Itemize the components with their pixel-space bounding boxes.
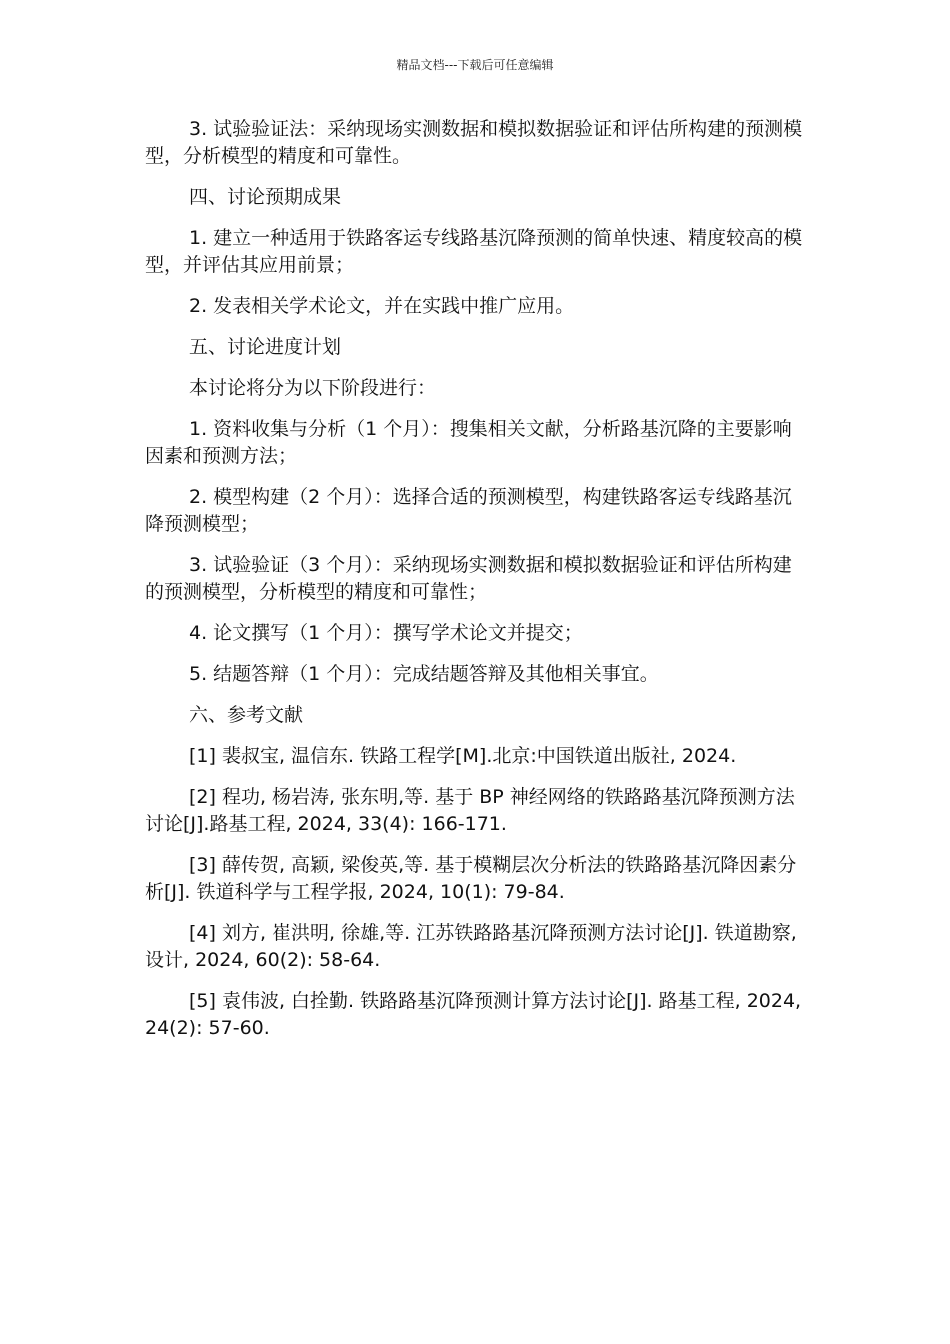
reference-2: [2] 程功, 杨岩涛, 张东明,等. 基于 BP 神经网络的铁路路基沉降预测方法讨论[J].路基工程, 2024, 33(4): 166-171. — [145, 786, 795, 835]
reference-1: [1] 裴叔宝, 温信东. 铁路工程学[M].北京:中国铁道出版社, 2024. — [189, 745, 737, 767]
schedule-stage-1: 1. 资料收集与分析（1 个月）：搜集相关文献，分析路基沉降的主要影响因素和预测方法； — [145, 418, 792, 467]
schedule-stage-4: 4. 论文撰写（1 个月）：撰写学术论文并提交； — [189, 622, 583, 644]
page-header: 精品文档---下载后可任意编辑 — [396, 58, 554, 72]
expected-result-1: 1. 建立一种适用于铁路客运专线路基沉降预测的简单快速、精度较高的模型，并评估其应用前景； — [145, 227, 803, 276]
schedule-stage-2: 2. 模型构建（2 个月）：选择合适的预测模型，构建铁路客运专线路基沉降预测模型； — [145, 486, 792, 535]
reference-5: [5] 袁伟波, 白拴勤. 铁路路基沉降预测计算方法讨论[J]. 路基工程, 2024, 24(2): 57-60. — [145, 990, 802, 1039]
section-heading-references: 六、参考文献 — [189, 704, 304, 726]
section-heading-schedule: 五、讨论进度计划 — [189, 336, 342, 358]
schedule-intro: 本讨论将分为以下阶段进行： — [189, 377, 437, 399]
reference-3: [3] 薛传贺, 高颖, 梁俊英,等. 基于模糊层次分析法的铁路路基沉降因素分析[J]. 铁道科学与工程学报, 2024, 10(1): 79-84. — [145, 854, 797, 903]
section-heading-expected-results: 四、讨论预期成果 — [189, 186, 342, 208]
reference-4: [4] 刘方, 崔洪明, 徐雄,等. 江苏铁路路基沉降预测方法讨论[J]. 铁道勘察, 设计, 2024, 60(2): 58-64. — [145, 922, 797, 971]
expected-result-2: 2. 发表相关学术论文，并在实践中推广应用。 — [189, 295, 575, 317]
schedule-stage-5: 5. 结题答辩（1 个月）：完成结题答辩及其他相关事宜。 — [189, 663, 659, 685]
document-body — [145, 116, 808, 1056]
method-item-3: 3. 试验验证法：采纳现场实测数据和模拟数据验证和评估所构建的预测模型，分析模型的精度和可靠性。 — [145, 118, 803, 167]
schedule-stage-3: 3. 试验验证（3 个月）：采纳现场实测数据和模拟数据验证和评估所构建的预测模型，分析模型的精度和可靠性； — [145, 554, 792, 603]
